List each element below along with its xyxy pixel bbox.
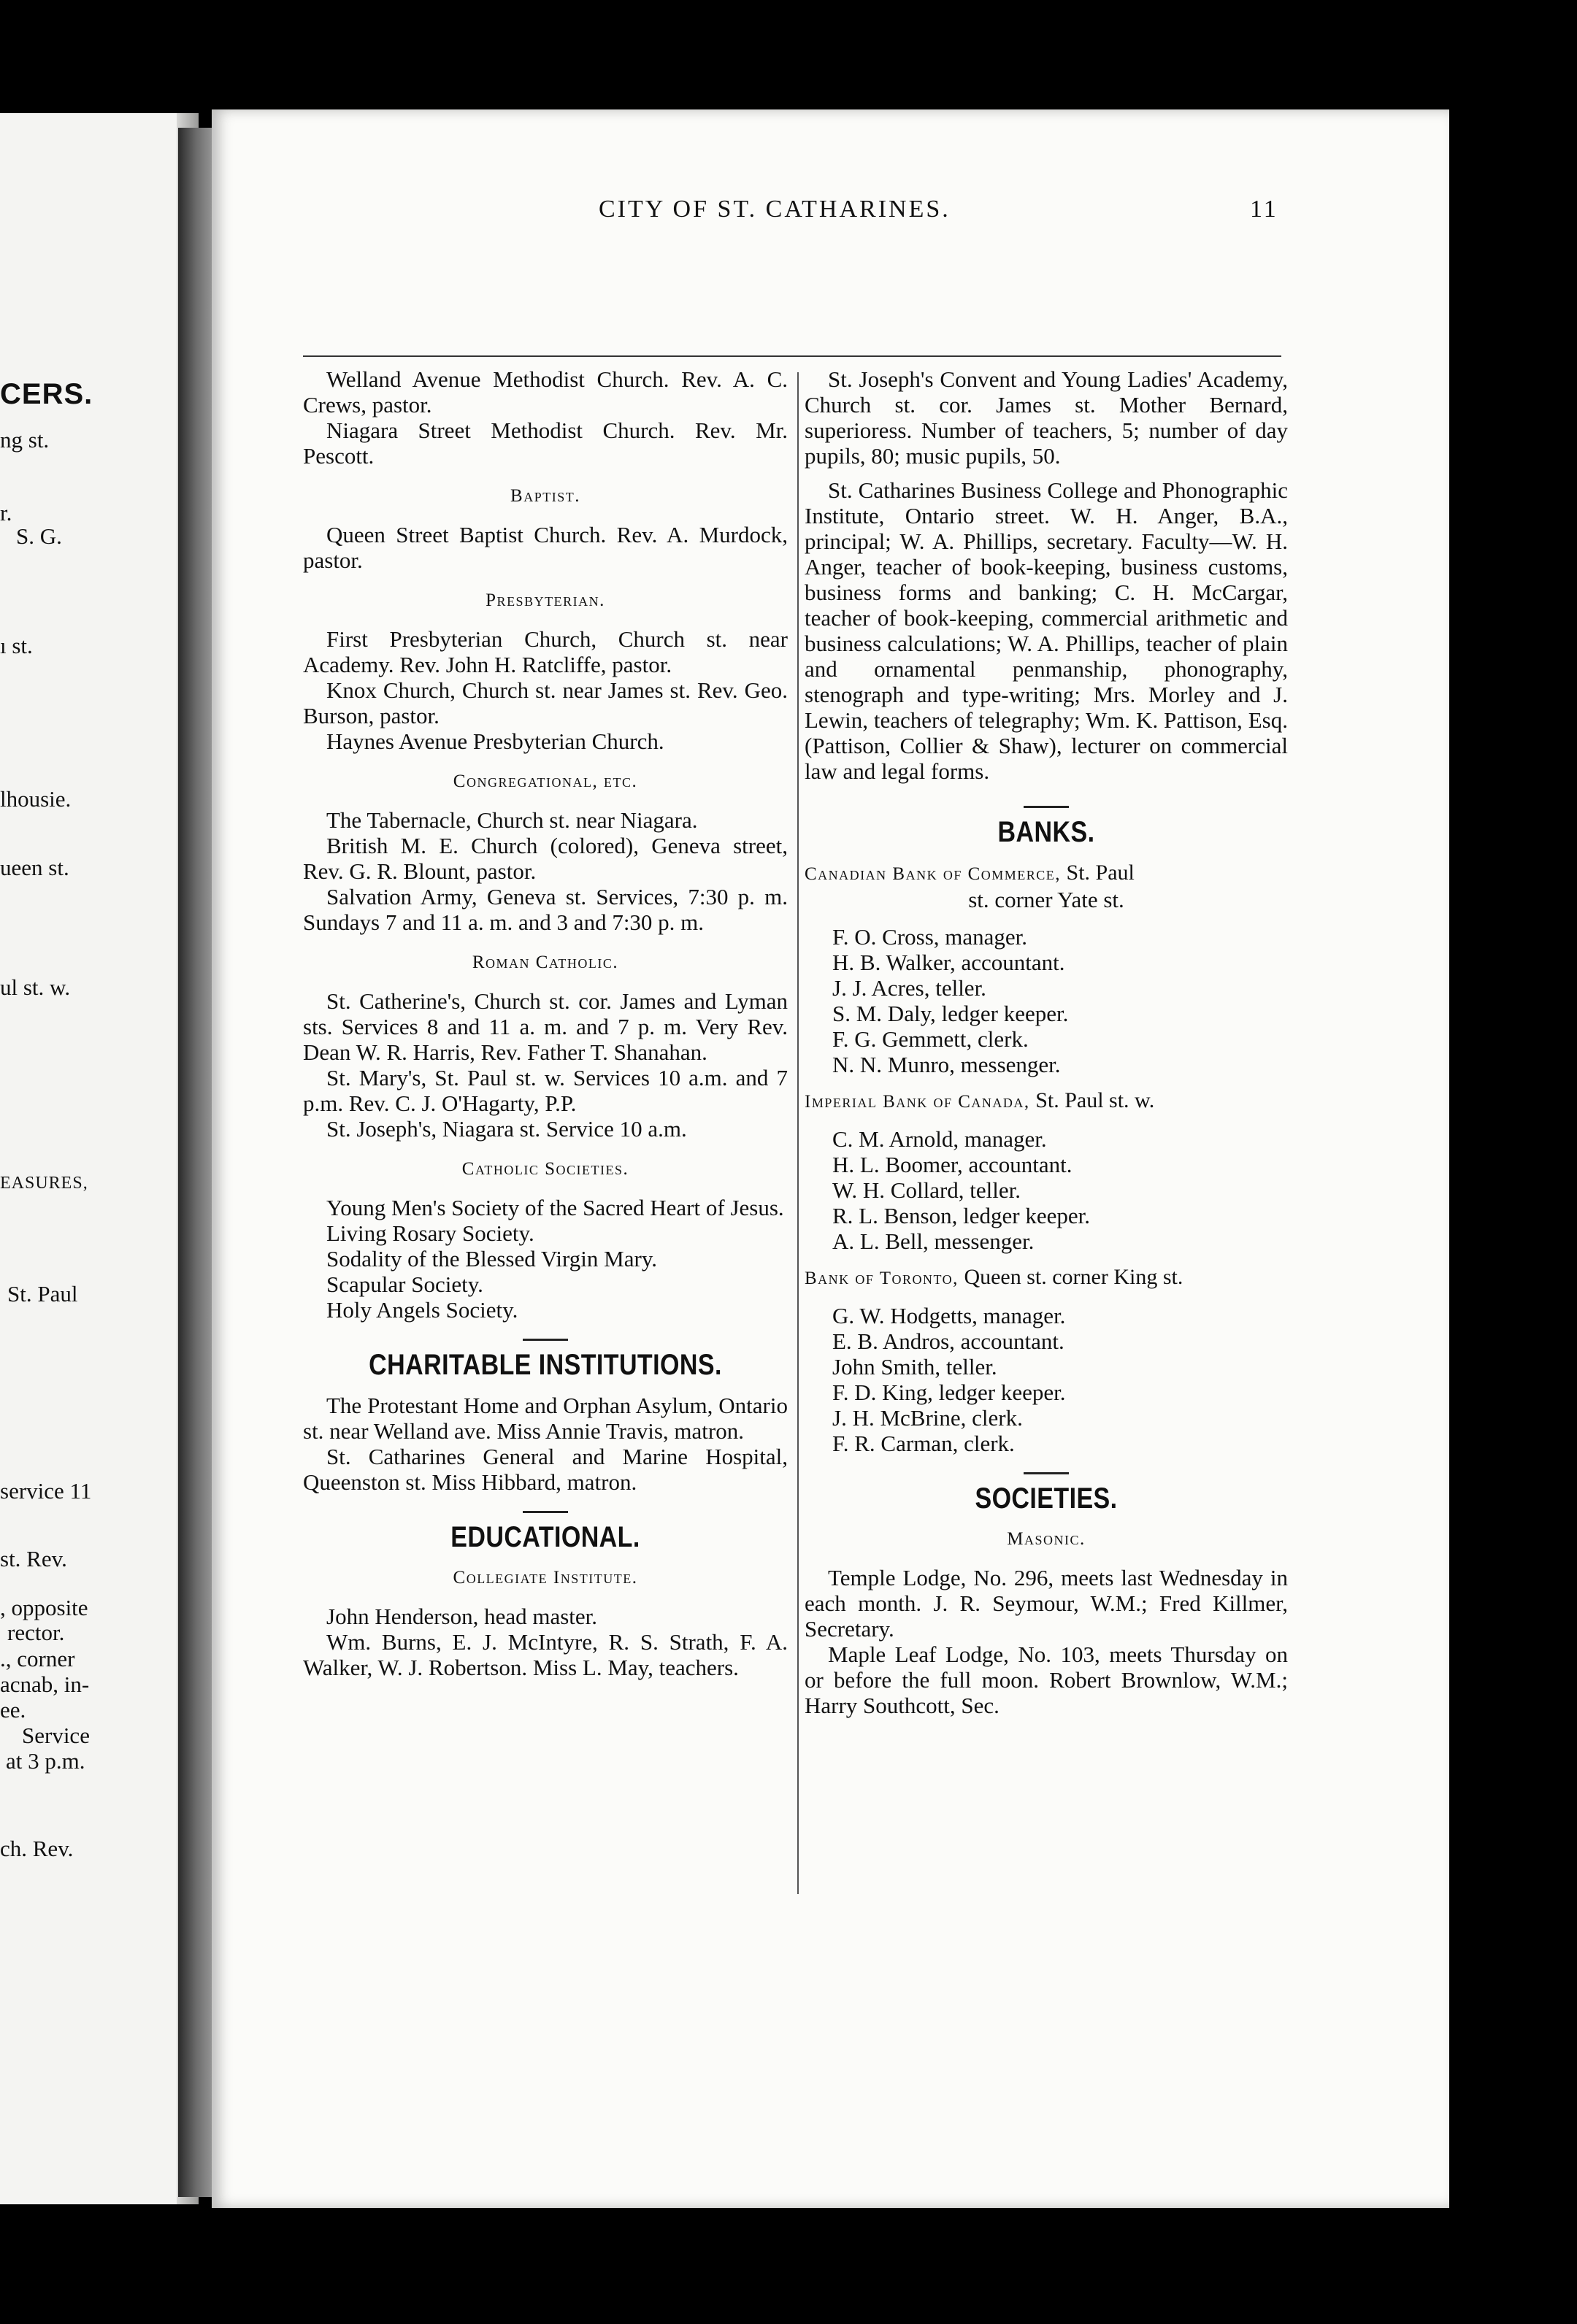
section-heading-congregational: Congregational, etc.: [453, 772, 638, 791]
facing-fragment: ., corner: [0, 1646, 75, 1671]
school-entry: St. Joseph's Convent and Young Ladies' Academy, Church st. cor. James st. Mother Bernard, superioress. Number of teachers, 5; number of day pupils, 80; music pupils, 50.: [805, 366, 1288, 469]
church-entry: St. Catherine's, Church st. cor. James and Lyman sts. Services 8 and 11 a. m. and 7 p. m. Very Rev. Dean W. R. Harris, Rev. Father T. Shanahan.: [303, 988, 788, 1065]
section-heading-educational: EDUCATIONAL.: [450, 1521, 640, 1553]
church-entry: Welland Avenue Methodist Church. Rev. A. C. Crews, pastor.: [303, 366, 788, 418]
bank-heading: [805, 1088, 1288, 1115]
facing-fragment: at 3 p.m.: [6, 1748, 85, 1774]
society-entry: Living Rosary Society.: [326, 1220, 534, 1246]
facing-fragment: ul st. w.: [0, 974, 71, 1000]
facing-fragment: ch. Rev.: [0, 1836, 74, 1861]
church-entry: First Presbyterian Church, Church st. near Academy. Rev. John H. Ratcliffe, pastor.: [303, 626, 788, 677]
school-entry: St. Catharines Business College and Phonographic Institute, Ontario street. W. H. Anger, B.A., principal; W. A. Phillips, secretary. Faculty—W. H. Anger, teacher of book-keeping, business customs, business forms and banking; C. H. McCargar, teacher of book-keeping, commercial arithmetic and business calculations; W. A. Phillips, teacher of plain and ornamental penmanship, phonography, stenograph and type-writing; Mrs. Morley and J. Lewin, teachers of telegraphy; Wm. K. Pattison, Esq. (Pattison, Collier & Shaw), lecturer on commercial law and legal forms.: [805, 477, 1288, 784]
church-entry: Knox Church, Church st. near James st. Rev. Geo. Burson, pastor.: [303, 677, 788, 728]
facing-fragment: CERS.: [0, 378, 93, 410]
section-heading-charitable: CHARITABLE INSTITUTIONS.: [369, 1349, 722, 1381]
society-entry: Holy Angels Society.: [326, 1297, 518, 1323]
staff-entry: C. M. Arnold, manager.: [832, 1126, 1047, 1152]
bank-address: St. Paul: [1066, 861, 1135, 885]
bank-name: Imperial Bank of Canada,: [805, 1092, 1030, 1112]
section-heading-presbyterian: Presbyterian.: [486, 590, 605, 610]
staff-entry: F. G. Gemmett, clerk.: [832, 1026, 1029, 1052]
section-divider: [523, 1511, 568, 1513]
section-heading-masonic: Masonic.: [1007, 1529, 1086, 1549]
facing-fragment: S. G.: [16, 523, 62, 549]
left-column: [303, 366, 788, 1680]
section-heading-baptist: Baptist.: [510, 486, 580, 506]
section-heading-catholic-societies: Catholic Societies.: [461, 1159, 629, 1179]
header-rule: [303, 355, 1281, 357]
bank-heading: [805, 1264, 1288, 1291]
bank-staff-list: [805, 924, 1288, 1077]
facing-fragment: st. Rev.: [0, 1546, 67, 1571]
church-entry: Salvation Army, Geneva st. Services, 7:30 p. m. Sundays 7 and 11 a. m. and 3 and 7:30 p. m.: [303, 884, 788, 935]
staff-entry: H. B. Walker, accountant.: [832, 950, 1065, 975]
bank-address: St. Paul st. w.: [1035, 1088, 1155, 1112]
bank-staff-list: [805, 1303, 1288, 1456]
section-heading-roman-catholic: Roman Catholic.: [472, 953, 619, 972]
column-separator: [797, 372, 799, 1894]
section-heading-banks: BANKS.: [997, 816, 1095, 848]
staff-entry: R. L. Benson, ledger keeper.: [832, 1203, 1090, 1228]
bank-staff-list: [805, 1126, 1288, 1254]
facing-fragment: ee.: [0, 1697, 26, 1723]
facing-fragment: ng st.: [0, 427, 50, 453]
church-entry: The Tabernacle, Church st. near Niagara.: [326, 807, 698, 833]
institution-entry: St. Catharines General and Marine Hospital, Queenston st. Miss Hibbard, matron.: [303, 1444, 788, 1495]
staff-entry: J. J. Acres, teller.: [832, 975, 986, 1001]
society-entry: Scapular Society.: [326, 1271, 483, 1297]
bank-address: Queen st. corner King st.: [964, 1265, 1183, 1289]
staff-entry: S. M. Daly, ledger keeper.: [832, 1001, 1069, 1026]
facing-fragment: Service: [22, 1723, 90, 1748]
facing-fragment: r.: [0, 500, 12, 526]
facing-fragment: , opposite: [0, 1595, 88, 1620]
bank-heading: [805, 860, 1288, 887]
page-number: 11: [1250, 196, 1278, 223]
facing-page: [0, 113, 199, 2204]
church-entry: St. Mary's, St. Paul st. w. Services 10 a.m. and 7 p.m. Rev. C. J. O'Hagarty, P.P.: [303, 1065, 788, 1116]
facing-fragment: St. Paul: [7, 1281, 78, 1307]
facing-fragment: EASURES,: [0, 1174, 88, 1193]
section-heading-collegiate: Collegiate Institute.: [453, 1568, 638, 1588]
church-entry: British M. E. Church (colored), Geneva street, Rev. G. R. Blount, pastor.: [303, 833, 788, 884]
institution-entry: The Protestant Home and Orphan Asylum, Ontario st. near Welland ave. Miss Annie Travis, matron.: [303, 1393, 788, 1444]
church-entry: Queen Street Baptist Church. Rev. A. Murdock, pastor.: [303, 522, 788, 573]
facing-fragment: service 11: [0, 1478, 92, 1504]
lodge-entry: Temple Lodge, No. 296, meets last Wednesday in each month. J. R. Seymour, W.M.; Fred Killmer, Secretary.: [805, 1565, 1288, 1642]
staff-entry: E. B. Andros, accountant.: [832, 1328, 1064, 1354]
staff-entry: N. N. Munro, messenger.: [832, 1052, 1061, 1077]
staff-entry: Wm. Burns, E. J. McIntyre, R. S. Strath, F. A. Walker, W. J. Robertson. Miss L. May, teachers.: [303, 1629, 788, 1680]
section-heading-societies: SOCIETIES.: [975, 1482, 1118, 1515]
society-entry: Sodality of the Blessed Virgin Mary.: [326, 1246, 658, 1271]
staff-entry: W. H. Collard, teller.: [832, 1177, 1021, 1203]
staff-entry: John Henderson, head master.: [326, 1604, 598, 1629]
facing-fragment: acnab, in-: [0, 1671, 90, 1697]
book-spine: [178, 128, 215, 2197]
bank-address-line: st. corner Yate st.: [968, 887, 1124, 912]
facing-fragment: rector.: [7, 1620, 65, 1645]
staff-entry: G. W. Hodgetts, manager.: [832, 1303, 1066, 1328]
staff-entry: J. H. McBrine, clerk.: [832, 1405, 1023, 1431]
staff-entry: F. D. King, ledger keeper.: [832, 1380, 1066, 1405]
section-divider: [523, 1339, 568, 1341]
facing-fragment: lhousie.: [0, 786, 72, 812]
lodge-entry: Maple Leaf Lodge, No. 103, meets Thursday on or before the full moon. Robert Brownlow, W.M.; Harry Southcott, Sec.: [805, 1642, 1288, 1718]
bank-name: Bank of Toronto,: [805, 1269, 959, 1288]
facing-fragment: ueen st.: [0, 855, 69, 880]
staff-entry: F. O. Cross, manager.: [832, 924, 1028, 950]
staff-entry: A. L. Bell, messenger.: [832, 1228, 1035, 1254]
section-divider: [1024, 806, 1069, 808]
staff-entry: H. L. Boomer, accountant.: [832, 1152, 1073, 1177]
staff-entry: John Smith, teller.: [832, 1354, 997, 1380]
church-entry: Haynes Avenue Presbyterian Church.: [326, 728, 664, 754]
running-title: CITY OF ST. CATHARINES.: [599, 196, 951, 223]
right-column: [805, 366, 1288, 1718]
section-divider: [1024, 1472, 1069, 1474]
facing-fragment: ı st.: [0, 633, 33, 658]
church-entry: Niagara Street Methodist Church. Rev. Mr. Pescott.: [303, 418, 788, 469]
bank-name: Canadian Bank of Commerce,: [805, 864, 1062, 884]
society-entry: Young Men's Society of the Sacred Heart of Jesus.: [326, 1195, 784, 1220]
staff-entry: F. R. Carman, clerk.: [832, 1431, 1015, 1456]
church-entry: St. Joseph's, Niagara st. Service 10 a.m.: [326, 1116, 687, 1142]
